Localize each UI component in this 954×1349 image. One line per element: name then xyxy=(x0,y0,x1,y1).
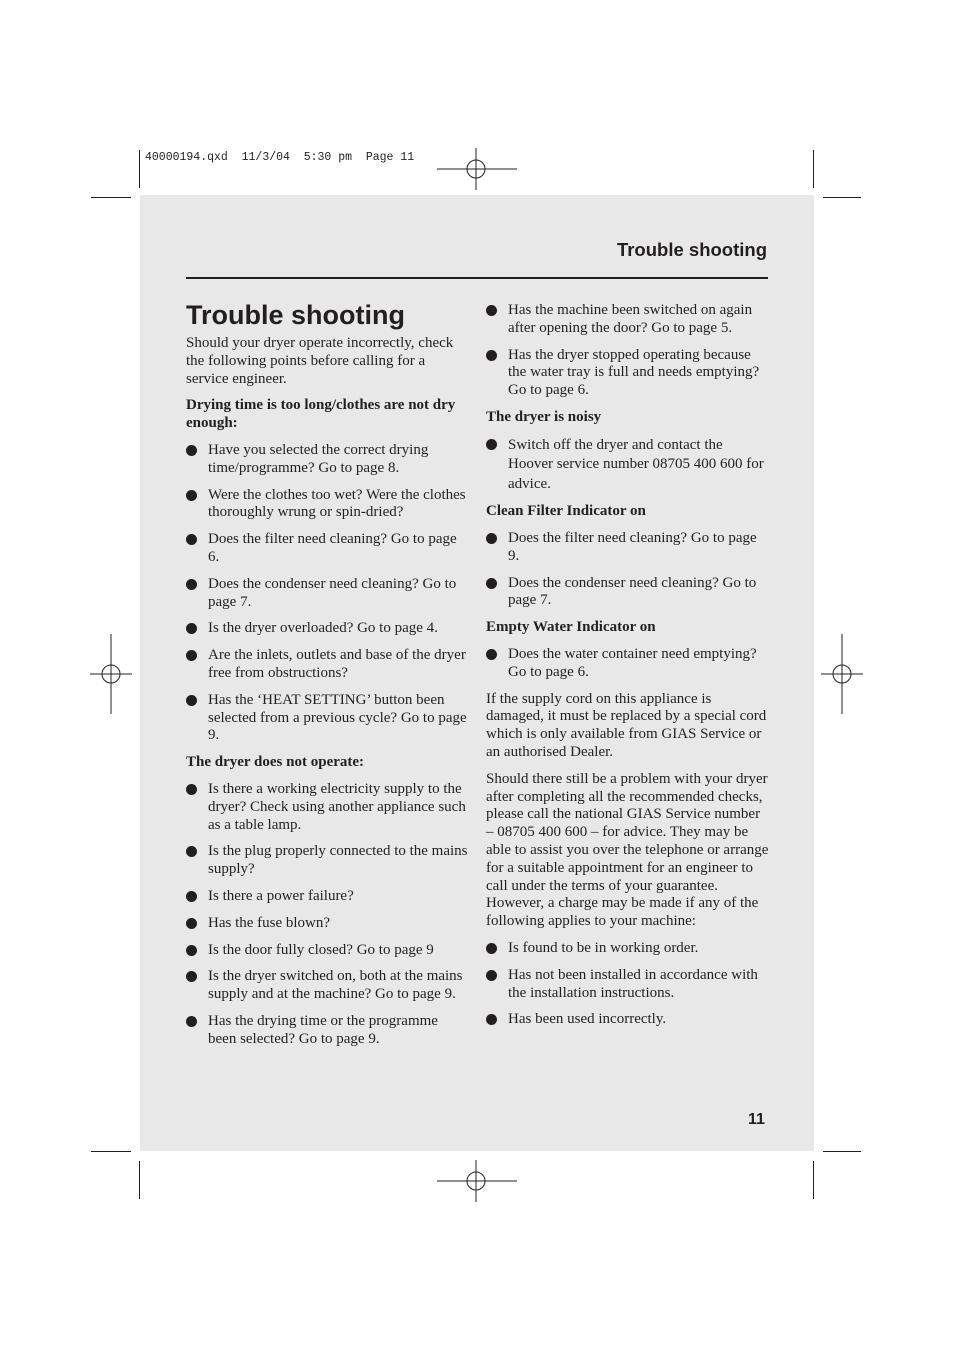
list-item: Are the inlets, outlets and base of the dryer free from obstructions? xyxy=(186,647,469,683)
bullet-icon xyxy=(186,490,197,501)
list-item: Does the filter need cleaning? Go to page 6. xyxy=(186,531,469,567)
bullet-icon xyxy=(186,846,197,857)
checklist xyxy=(486,646,770,682)
bullet-icon xyxy=(186,623,197,634)
section-heading: Drying time is too long/clothes are not dry enough: xyxy=(186,397,456,432)
bullet-icon xyxy=(186,1016,197,1027)
crop-mark xyxy=(813,1161,814,1199)
bullet-icon xyxy=(186,534,197,545)
list-item: Has the drying time or the programme been selected? Go to page 9. xyxy=(186,1013,469,1049)
list-item: Does the water container need emptying? Go to page 6. xyxy=(486,646,770,682)
list-item: Switch off the dryer and contact the Hoover service number 08705 400 600 for advice. xyxy=(486,436,770,495)
list-item: Does the filter need cleaning? Go to page 9. xyxy=(486,530,770,566)
checklist xyxy=(486,940,770,1029)
crop-mark xyxy=(823,197,861,198)
service-paragraph: Should there still be a problem with your dryer after completing all the recommended checks, please call the national GIAS Service number – 08705 400 600 – for advice. They may be able to assist you over the telephone or arrange for a suitable appointment for an engineer to call under the terms of your guarantee. However, a charge may be made if any of the following applies to your machine: xyxy=(486,770,769,930)
crop-mark xyxy=(91,1151,131,1152)
list-item: Is the dryer switched on, both at the mains supply and at the machine? Go to page 9. xyxy=(186,968,469,1004)
checklist xyxy=(486,436,770,495)
registration-mark-icon xyxy=(437,1160,517,1202)
list-item: Has been used incorrectly. xyxy=(486,1011,770,1029)
crop-mark xyxy=(139,1161,140,1199)
crop-mark xyxy=(823,1151,861,1152)
list-item: Has the dryer stopped operating because the water tray is full and needs emptying? Go to page 6. xyxy=(486,347,770,400)
bullet-icon xyxy=(186,650,197,661)
page-number: 11 xyxy=(748,1111,765,1128)
list-item: Has the fuse blown? xyxy=(186,915,469,933)
list-item: Is there a power failure? xyxy=(186,888,469,906)
bullet-icon xyxy=(186,945,197,956)
crop-mark xyxy=(813,150,814,188)
print-slug: 40000194.qxd 11/3/04 5:30 pm Page 11 xyxy=(145,151,415,164)
checklist xyxy=(486,302,770,400)
list-item: Is found to be in working order. xyxy=(486,940,770,958)
checklist xyxy=(186,442,469,745)
registration-mark-icon xyxy=(821,634,863,714)
crop-mark xyxy=(91,197,131,198)
section-heading: Empty Water Indicator on xyxy=(486,619,656,636)
bullet-icon xyxy=(186,918,197,929)
bullet-icon xyxy=(486,649,497,660)
section-heading: The dryer does not operate: xyxy=(186,754,365,771)
checklist xyxy=(486,530,770,610)
list-item: Is the plug properly connected to the mains supply? xyxy=(186,843,469,879)
left-column xyxy=(186,299,469,1058)
bullet-icon xyxy=(186,891,197,902)
running-head: Trouble shooting xyxy=(616,239,767,260)
bullet-icon xyxy=(486,305,497,316)
section-heading: The dryer is noisy xyxy=(486,408,602,425)
header-rule xyxy=(186,277,768,279)
list-item: Were the clothes too wet? Were the clothes thoroughly wrung or spin-dried? xyxy=(186,487,469,523)
list-item: Has the machine been switched on again after opening the door? Go to page 5. xyxy=(486,302,770,338)
bullet-icon xyxy=(186,445,197,456)
bullet-icon xyxy=(186,784,197,795)
crop-mark xyxy=(139,150,140,188)
list-item: Has not been installed in accordance with the installation instructions. xyxy=(486,967,770,1003)
list-item: Is the door fully closed? Go to page 9 xyxy=(186,942,469,960)
registration-mark-icon xyxy=(90,634,132,714)
intro-paragraph: Should your dryer operate incorrectly, check the following points before calling for a service engineer. xyxy=(186,335,454,387)
page-title: Trouble shooting xyxy=(186,300,405,330)
bullet-icon xyxy=(486,350,497,361)
registration-mark-icon xyxy=(437,148,517,190)
bullet-icon xyxy=(486,533,497,544)
bullet-icon xyxy=(486,1014,497,1025)
bullet-icon xyxy=(486,970,497,981)
checklist xyxy=(186,781,469,1049)
list-item: Does the condenser need cleaning? Go to page 7. xyxy=(186,576,469,612)
bullet-icon xyxy=(186,695,197,706)
list-item: Have you selected the correct drying time/programme? Go to page 8. xyxy=(186,442,469,478)
bullet-icon xyxy=(486,943,497,954)
list-item: Has the ‘HEAT SETTING’ button been selected from a previous cycle? Go to page 9. xyxy=(186,692,469,745)
section-heading: Clean Filter Indicator on xyxy=(486,503,646,520)
right-column xyxy=(486,302,770,1038)
supply-cord-paragraph: If the supply cord on this appliance is damaged, it must be replaced by a special cord which is only available from GIAS Service or an authorised Dealer. xyxy=(486,690,767,761)
list-item: Does the condenser need cleaning? Go to page 7. xyxy=(486,575,770,611)
bullet-icon xyxy=(486,439,497,450)
bullet-icon xyxy=(186,579,197,590)
list-item: Is there a working electricity supply to the dryer? Check using another appliance such as a table lamp. xyxy=(186,781,469,834)
bullet-icon xyxy=(486,578,497,589)
list-item: Is the dryer overloaded? Go to page 4. xyxy=(186,620,469,638)
bullet-icon xyxy=(186,971,197,982)
